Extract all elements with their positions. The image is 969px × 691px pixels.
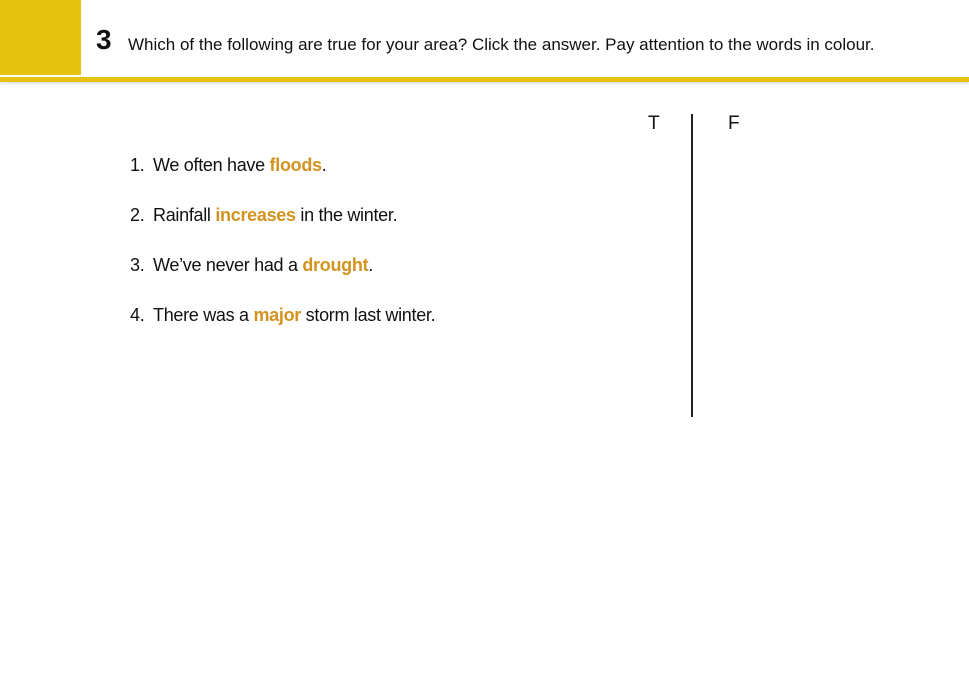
false-column-header: F [728, 113, 740, 134]
statement-item[interactable] [130, 302, 435, 352]
statement-number: 3. [130, 255, 145, 275]
statement-text: We’ve never had a [153, 255, 303, 275]
statement-number: 4. [130, 305, 145, 325]
statement-keyword: major [253, 305, 301, 325]
statement-text: There was a [153, 305, 254, 325]
statement-text-end: . [368, 255, 373, 275]
statement-text: Rainfall [153, 205, 216, 225]
statement-text-end: storm last winter. [300, 305, 436, 325]
statement-number: 2. [130, 205, 145, 225]
statement-keyword: drought [302, 255, 369, 275]
header-accent-block [0, 0, 81, 75]
statement-text: We often have [153, 155, 270, 175]
statement-number: 1. [130, 155, 145, 175]
true-column-header: T [648, 113, 660, 134]
true-false-divider [691, 114, 693, 417]
task-number: 3 [96, 24, 112, 55]
statement-text-end: in the winter. [295, 205, 398, 225]
statement-list [130, 152, 435, 352]
task-instruction: Which of the following are true for your area? Click the answer. Pay attention to the words in colour. [128, 35, 875, 54]
statement-keyword: increases [215, 205, 296, 225]
statement-item[interactable] [130, 252, 435, 302]
statement-item[interactable] [130, 202, 435, 252]
statement-text-end: . [321, 155, 327, 175]
statement-item[interactable] [130, 152, 435, 202]
header-divider [0, 77, 969, 82]
statement-keyword: floods [269, 155, 322, 175]
